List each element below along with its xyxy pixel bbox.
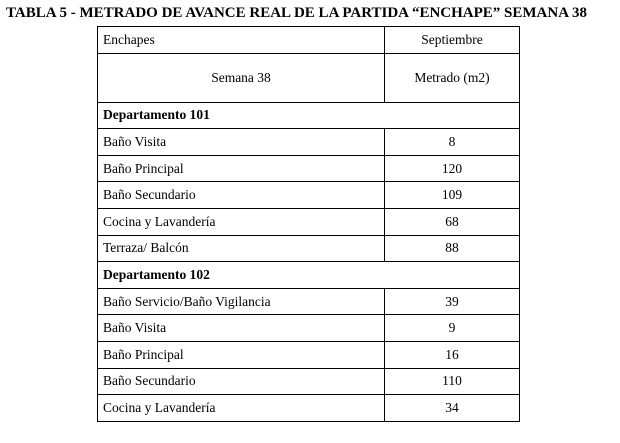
subheader-row (98, 53, 520, 102)
table-row (98, 155, 520, 182)
item-value: 39 (385, 288, 520, 315)
item-name: Baño Visita (98, 129, 385, 156)
item-name: Baño Visita (98, 315, 385, 342)
table-row (98, 208, 520, 235)
table-row (98, 235, 520, 262)
table-row (98, 368, 520, 395)
table-row (98, 315, 520, 342)
item-name: Baño Servicio/Baño Vigilancia (98, 288, 385, 315)
section-title: Departamento 101 (98, 102, 520, 129)
item-name: Baño Secundario (98, 368, 385, 395)
metrado-table (97, 26, 520, 422)
item-value: 9 (385, 315, 520, 342)
table-row (98, 182, 520, 209)
item-value: 16 (385, 341, 520, 368)
item-value: 88 (385, 235, 520, 262)
item-name: Terraza/ Balcón (98, 235, 385, 262)
item-name: Cocina y Lavandería (98, 395, 385, 422)
header-row (98, 27, 520, 54)
table-title: TABLA 5 - METRADO DE AVANCE REAL DE LA PARTIDA “ENCHAPE” SEMANA 38 (6, 5, 587, 21)
item-name: Baño Secundario (98, 182, 385, 209)
item-value: 8 (385, 129, 520, 156)
table-row (98, 129, 520, 156)
section-title: Departamento 102 (98, 262, 520, 289)
header-metrado: Metrado (m2) (385, 53, 520, 102)
table-row (98, 395, 520, 422)
section-row (98, 262, 520, 289)
table-row (98, 288, 520, 315)
item-value: 120 (385, 155, 520, 182)
item-name: Baño Principal (98, 155, 385, 182)
item-value: 110 (385, 368, 520, 395)
item-value: 109 (385, 182, 520, 209)
item-value: 34 (385, 395, 520, 422)
table-row (98, 341, 520, 368)
item-name: Cocina y Lavandería (98, 208, 385, 235)
header-enchapes: Enchapes (98, 27, 385, 54)
header-septiembre: Septiembre (385, 27, 520, 54)
header-semana: Semana 38 (98, 53, 385, 102)
item-value: 68 (385, 208, 520, 235)
section-row (98, 102, 520, 129)
item-name: Baño Principal (98, 341, 385, 368)
